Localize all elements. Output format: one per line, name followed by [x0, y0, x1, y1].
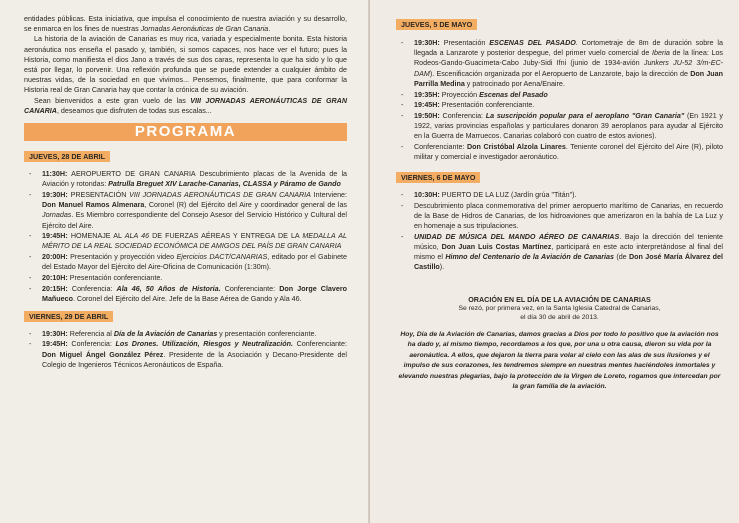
list-item: - Descubrimiento placa conmemorativa del primer aeropuerto marítimo de Canarias, en recuerdo de la Base de Hidros de Canarias, de los hidroaviones que amerizaron en la bahía de La Luz y en homenaje a sus tripulaciones. [401, 201, 723, 231]
list-item: - 19:30H: Referencia al Día de la Aviación de Canarias y presentación conferenciante. [29, 329, 317, 338]
schedule-list-28-abril [24, 169, 347, 304]
oracion-title: ORACIÓN EN EL DÍA DE LA AVIACIÓN DE CANARIAS [468, 294, 651, 304]
schedule-list-29-abril [24, 329, 347, 370]
list-item: - 11:30H: AEROPUERTO DE GRAN CANARIA Descubrimiento placas de la Avenida de la Aviación y rotondas: Patrulla Breguet XIV Larache-Canarias, CLASSA y Páramo de Gando [29, 170, 347, 189]
list-item: - 19:45H: Conferencia: Los Drones. Utilización, Riesgos y Neutralización. Conferenciante: Don Miguel Ángel González Pérez. Presidente de la Asociación y Decano-Presidente del Colegio de Ingenieros Técnicos Aeronáuticos de España. [29, 340, 347, 369]
list-item: - 19:45H: Presentación conferenciante. [401, 101, 535, 110]
day-heading-6-mayo: VIERNES, 6 DE MAYO [396, 172, 480, 183]
schedule-list-6-mayo [396, 190, 723, 273]
intro-paragraph-1: entidades públicas. Esta iniciativa, que impulsa el conocimiento de nuestra aviación y su desarrollo, se enmarca en los fines de nuestras Jornadas Aeronáuticas de Gran Canaria. [24, 15, 347, 34]
oracion-subtitle-2: el día 30 de abril de 2013. [520, 314, 599, 322]
programa-banner: PROGRAMA [24, 123, 347, 141]
list-item: - 20:00H: Presentación y proyección video Ejercicios DACT/CANARIAS, editado por el Gabinete del Estado Mayor del Ejército del Aire-Oficina de Comunicación (1:30m). [29, 253, 347, 272]
list-item: - 20:15H: Conferencia: Ala 46, 50 Años de Historia. Conferenciante: Don Jorge Clavero Mañueco. Coronel del Ejército del Aire. Jefe de la Base Aérea de Gando y Ala 46. [29, 284, 347, 303]
oracion-subtitle-1: Se rezó, por primera vez, en la Santa Iglesia Catedral de Canarias, [458, 304, 661, 312]
list-item: - 19:30H: PRESENTACIÓN VIII JORNADAS AERONÁUTICAS DE GRAN CANARIA Interviene: Don Manuel Ramos Almenara, Coronel (R) del Ejército del Aire y coordinador general de las Jornadas. Es Miembro correspondiente del Consejo Asesor del Servicio Histórico y Cultural del Ejército del Aire. [29, 190, 348, 230]
list-item: - 19:35H: Proyección Escenas del Pasado [401, 90, 548, 99]
right-page [370, 0, 739, 523]
left-page [0, 0, 369, 523]
schedule-list-5-mayo [396, 38, 723, 162]
intro-paragraph-2: La historia de la aviación de Canarias es muy rica, variada y especialmente bonita. Esta historia aeronáutica nos enseña el pasado y, también, si somos capaces, nos hace ver el futuro; pues la Historia, como manifiesta el dios Jano a través de sus dos caras, representa lo que ha sido y lo que está por llegar, lo porvenir. Una reflexión profunda que se puede extender a cualquier ámbito de nuestras vidas, de la sociedad en que vivimos... Pensemos, finalmente, que para conformar la Historia real de Gran Canaria hay que contar la crónica de su aviación. [24, 35, 347, 95]
list-item: - Conferenciante: Don Cristóbal Alzola Linares. Teniente coronel del Ejército del Aire (R), piloto militar y comercial e investigador aeronáutico. [401, 143, 723, 162]
day-heading-28-abril: JUEVES, 28 DE ABRIL [24, 151, 110, 162]
list-item: - 19:30H: Presentación ESCENAS DEL PASADO. Cortometraje de 8m de duración sobre la llegada a Lanzarote y posterior despegue, del primer vuelo comercial de Iberia de la línea: Los Rodeos-Gando-Guacimeta-Cabo Juby-Sidi Ifni (junio de 1934-avión Junkers JU-52 3/m-EC-DAM). Escenificación organizada por el Aeropuerto de Lanzarote, bajo la dirección de Don Juan Parrilla Medina y patrocinado por Aena/Enaire. [401, 39, 723, 88]
list-item: - 19:45H: HOMENAJE AL ALA 46 DE FUERZAS AÉREAS Y ENTREGA DE LA MEDALLA AL MÉRITO DE LA REAL SOCIEDAD ECONÓMICA DE AMIGOS DEL PAÍS DE GRAN CANARIA [29, 232, 347, 251]
day-heading-29-abril: VIERNES, 29 DE ABRIL [24, 311, 113, 322]
oracion-text: Hoy, Día de la Aviación de Canarias, damos gracias a Dios por todo lo positivo que la aviación nos ha dado y, al mismo tiempo, recordamos a los que, por una u otra causa, dieron su vida por la aeronáutica. A ellos, que dejaron la tierra para volar al cielo con las alas de sus ilusiones y el impulso de sus corazones, les tendremos siempre en nuestras mentes haciéndoles inmortales y elevando nuestras plegarias, bajo la protección de la Virgen de Loreto, rogamos que intercedan por la gran familia de la aviación. [398, 330, 721, 391]
list-item: - 19:50H: Conferencia: La suscripción popular para el aeroplano "Gran Canaria" (En 1921 y 1922, varias provincias españolas y particulares donaron 39 aeroplanos para ayudar al Ejército en la Guerra de Marruecos. Canarias colaboró con cuatro de estos aviones). [401, 111, 723, 141]
day-heading-5-mayo: JUEVES, 5 DE MAYO [396, 19, 477, 30]
list-item: - 10:30H: PUERTO DE LA LUZ (Jardín grúa "Titán"). [401, 190, 577, 199]
intro-paragraph-3: Sean bienvenidos a este gran vuelo de las VIII JORNADAS AERONÁUTICAS DE GRAN CANARIA, deseamos que disfruten de todas sus escalas... [24, 96, 347, 115]
list-item: - UNIDAD DE MÚSICA DEL MANDO AÉREO DE CANARIAS. Bajo la dirección del teniente músico, Don Juan Luis Costas Martínez, participará en este acto interpretándose al final del mismo el Himno del Centenario de la Aviación de Canarias (de Don José María Álvarez del Castillo). [401, 232, 723, 272]
list-item: - 20:10H: Presentación conferenciante. [29, 274, 163, 283]
